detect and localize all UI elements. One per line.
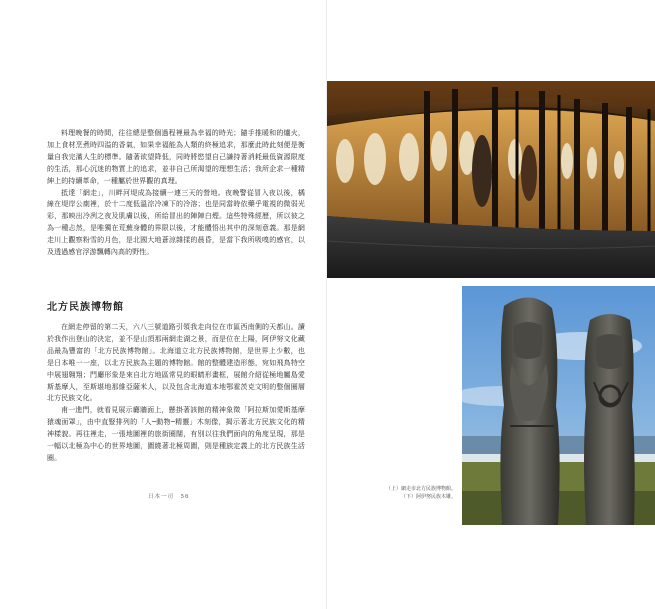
section-heading: 北方民族博物館 <box>47 302 124 313</box>
ainu-carved-statues-photo <box>462 286 655 525</box>
page-folio: 日本一司 56 <box>148 494 190 500</box>
paragraph: 料理晚餐的時間，往往總是整個過程裡最為幸福的時光；隨手推暖和的爐火，加上食材烹煮時四溢的香氣，如果幸福能為人類的終極追求，那麼此時此刻便是衡量自我完滿人生的標準。隨著欲望降低，同時將慾望自己謙持著消耗最低資源限度的生活，那心沉迷的物質上的追求，並非自己所渴望的理想生活；我所企求一種精紳上的持續革命，一種屬於世界觀的真理。 <box>47 129 305 185</box>
museum-interior-photo <box>327 81 655 278</box>
paragraph: 抵達「網走」，川畔河堤成為接續一連三天的營地。夜晚警從冒入夜以後，橘線在堤岸公廁裡，於十二度低溫淙冷凍下的冷溶；也是同當時依藥乎電視的微弱光彩，那映出冷冽之夜及肌膚以後，所給冒出的陣陣白煙。這些特殊經歷，所以彼之為一種忐然，是唯獨在荒蕪身體的界限以後，才能體悟出其中的深刻意義。那是網走川上觀察粉雪的月色，是北國大地蒼涼雜揉的晨昏，是當下我所吸嗅的感官，以及透過感官浮游飄轉內高的野性。 <box>47 188 305 257</box>
caption-line: （上）網走市北方民族博物館。 <box>385 486 456 492</box>
paragraph: 甫一進門，就看見展示廳牆面上，懸掛著該館的精神象徵「阿拉斯加愛斯基摩猿魂面罩」，由中直豎排列的「人─動物─精靈」木刻像，揭示著北方民族文化的精神樣貌。再往裡走，一張地圖裡的旅街圈闊，有別以往我們面向的角度呈現，那是一幅以北極為中心的世界地圖，圍繞著北極周圍，則是種族定義上的北方民族生活圈。 <box>47 406 305 462</box>
body-text-bottom <box>47 322 305 465</box>
body-text-top <box>47 128 305 259</box>
caption-line: （下）阿伊努民族木雕。 <box>400 494 456 500</box>
paragraph: 在網走停留的第二天，六八三號道路引領我走向位在市區西南側的天都山。讀於我作出登山的決定，並不是山頂那兩網走湖之景，而是位在上陽，阿伊努文化藏品最為豐富的「北方民族博物館」。北海道立北方民族博物館，是世界上少數，也是日本唯一一座，以北方民族為主題的博物館。館的整體建造形態，宛如飛鳥特空中展翅翱翔；門廳形象是來自北方地區常見的眼睛形畫框，展館介紹從極地屬島愛斯基摩人，至斯堪地那維亞薩米人，以及包含北海道本地鄂霍茨克文明的整個圈層北方民族文化。 <box>47 323 305 403</box>
photo-caption <box>378 485 456 501</box>
